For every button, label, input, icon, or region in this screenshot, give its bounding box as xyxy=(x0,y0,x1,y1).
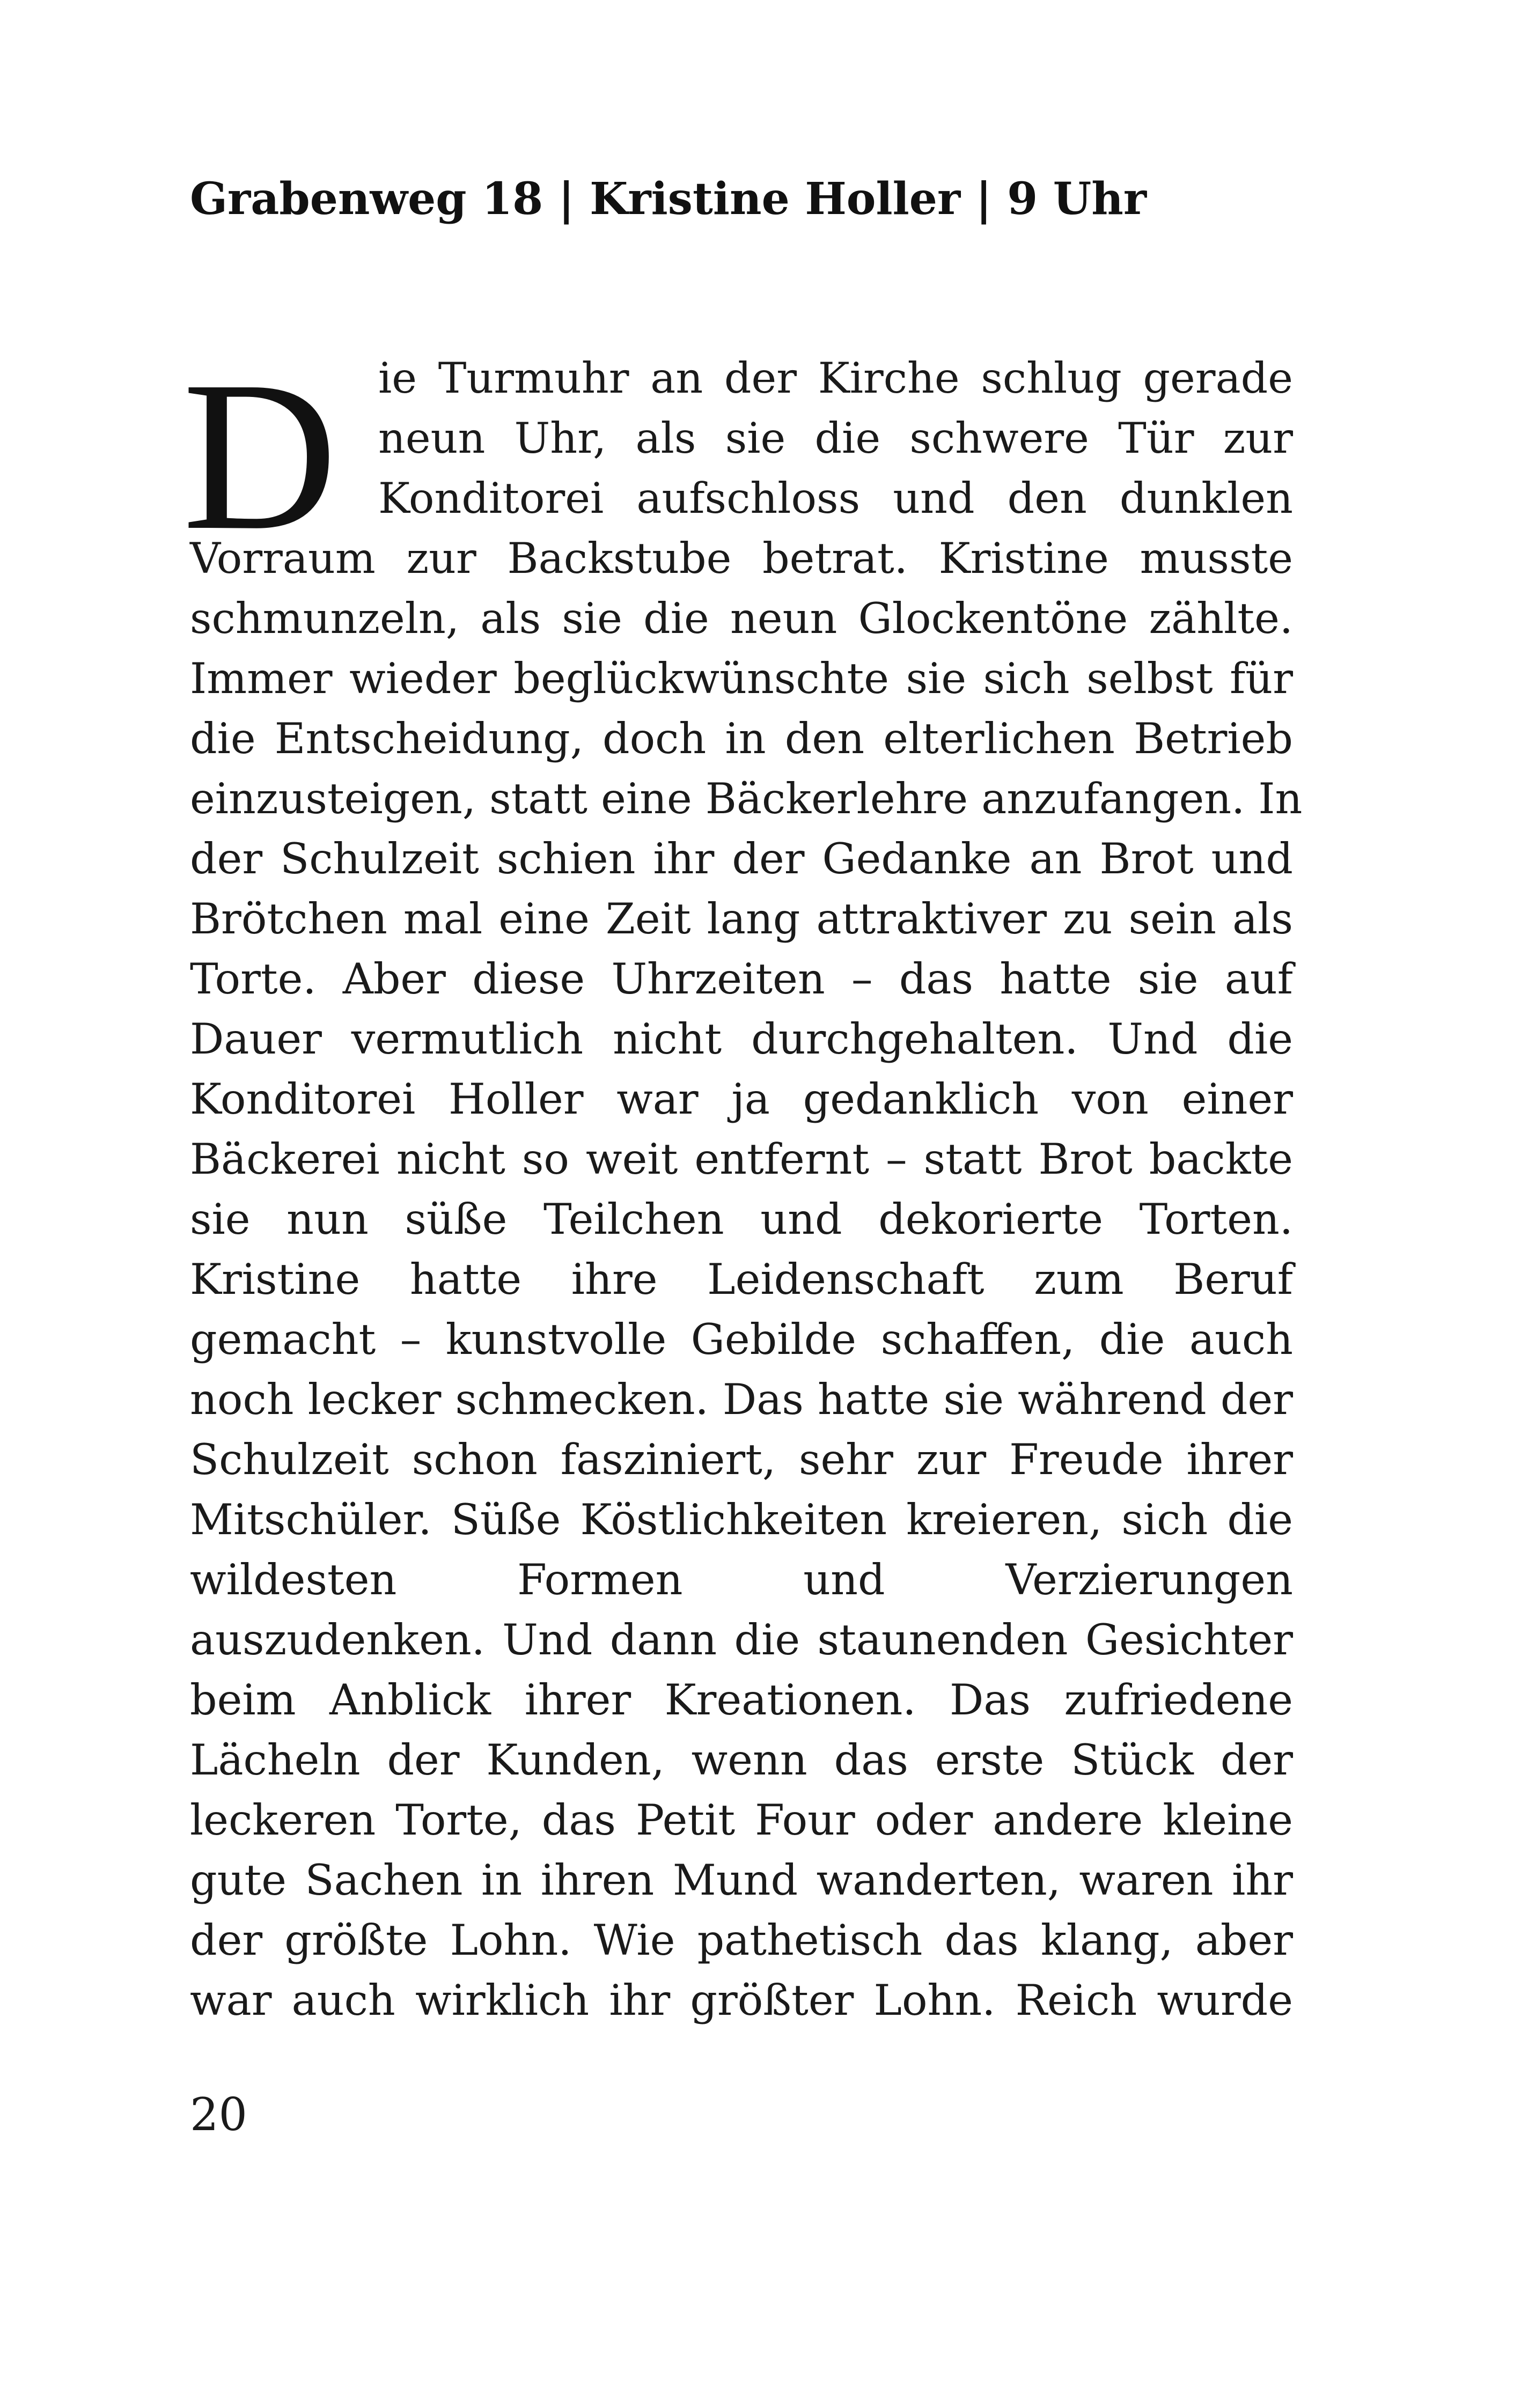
text-line: die Entscheidung, doch in den elterlichen Betrieb xyxy=(190,714,1293,763)
text-line: ie Turmuhr an der Kirche schlug gerade xyxy=(378,354,1293,403)
text-line: beim Anblick ihrer Kreationen. Das zufriedene xyxy=(190,1675,1293,1725)
text-line: auszudenken. Und dann die staunenden Gesichter xyxy=(190,1615,1293,1665)
text-line: einzusteigen, statt eine Bäckerlehre anzufangen. In xyxy=(190,774,1303,823)
text-line: Konditorei Holler war ja gedanklich von einer xyxy=(190,1074,1293,1124)
page-number: 20 xyxy=(190,2088,247,2141)
text-line: schmunzeln, als sie die neun Glockentöne zählte. xyxy=(190,594,1293,643)
text-line: Immer wieder beglückwünschte sie sich selbst für xyxy=(190,654,1293,703)
text-line: Dauer vermutlich nicht durchgehalten. Und die xyxy=(190,1014,1293,1064)
text-line: Brötchen mal eine Zeit lang attraktiver zu sein als xyxy=(190,894,1293,944)
text-line: Torte. Aber diese Uhrzeiten – das hatte sie auf xyxy=(190,954,1293,1004)
text-line: der Schulzeit schien ihr der Gedanke an Brot und xyxy=(190,834,1293,883)
drop-cap: D xyxy=(182,337,337,575)
text-line: gute Sachen in ihren Mund wanderten, waren ihr xyxy=(190,1855,1293,1905)
text-line: Lächeln der Kunden, wenn das erste Stück der xyxy=(190,1735,1293,1785)
text-line: leckeren Torte, das Petit Four oder andere kleine xyxy=(190,1795,1293,1845)
text-line: neun Uhr, als sie die schwere Tür zur xyxy=(378,414,1293,463)
text-line: war auch wirklich ihr größter Lohn. Reich wurde xyxy=(190,1976,1293,2025)
text-line: Bäckerei nicht so weit entfernt – statt Brot backte xyxy=(190,1135,1293,1184)
chapter-heading: Grabenweg 18 | Kristine Holler | 9 Uhr xyxy=(190,173,1147,225)
text-line: Kristine hatte ihre Leidenschaft zum Beruf xyxy=(190,1255,1293,1304)
text-line: Mitschüler. Süße Köstlichkeiten kreieren, sich die xyxy=(190,1495,1293,1544)
text-line: wildesten Formen und Verzierungen xyxy=(190,1555,1293,1604)
text-line: Vorraum zur Backstube betrat. Kristine musste xyxy=(190,534,1293,583)
text-line: Schulzeit schon fasziniert, sehr zur Freude ihrer xyxy=(190,1435,1293,1484)
text-line: Konditorei aufschloss und den dunklen xyxy=(378,474,1293,523)
text-line: gemacht – kunstvolle Gebilde schaffen, die auch xyxy=(190,1315,1293,1364)
text-line: noch lecker schmecken. Das hatte sie während der xyxy=(190,1375,1293,1424)
text-line: der größte Lohn. Wie pathetisch das klang, aber xyxy=(190,1916,1293,1965)
text-line: sie nun süße Teilchen und dekorierte Torten. xyxy=(190,1195,1293,1244)
